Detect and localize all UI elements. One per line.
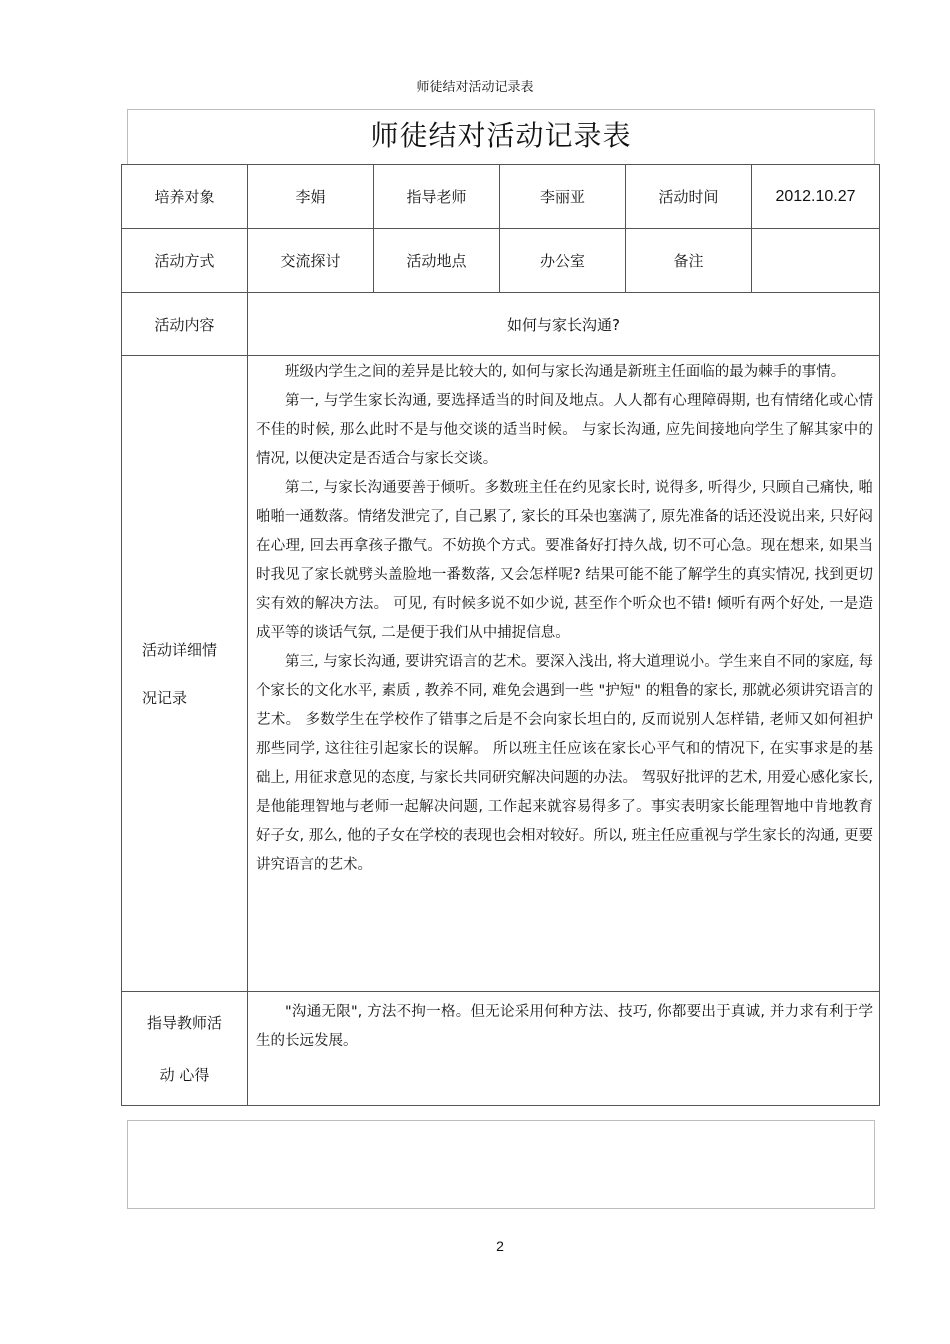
mentor-value: 李丽亚: [500, 165, 626, 229]
reflection-label: [122, 992, 248, 1106]
reflection-label-line1: 指导教师活: [146, 1013, 222, 1032]
remark-value: [752, 229, 880, 293]
detail-record-content: [248, 356, 880, 992]
table-row: [122, 992, 880, 1106]
activity-time-value: 2012.10.27: [752, 165, 880, 229]
activity-mode-label: 活动方式: [122, 229, 248, 293]
activity-time-label: 活动时间: [626, 165, 752, 229]
detail-record-label: [122, 356, 248, 992]
activity-content-label: 活动内容: [122, 293, 248, 356]
trainee-value: 李娟: [248, 165, 374, 229]
detail-label-line2: 况记录: [142, 688, 188, 707]
activity-content-value: 如何与家长沟通?: [248, 293, 880, 356]
blank-note-box: [127, 1120, 875, 1209]
detail-paragraph: 班级内学生之间的差异是比较大的, 如何与家长沟通是新班主任面临的最为棘手的事情。: [285, 364, 846, 380]
page-number: 2: [496, 1238, 504, 1254]
detail-paragraph: 第三, 与家长沟通, 要讲究语言的艺术。要深入浅出, 将大道理说小。学生来自不同的家庭, 每个家长的文化水平, 素质 , 教养不同, 难免会遇到一些 "护短" 的粗鲁的家长, 那就必须讲究语言的艺术。 多数学生在学校作了错事之后是不会向家长坦白的, 反而说别人怎样错, 老师又如何袒护那些同学, 这往往引起家长的误解。 所以班主任应该在家长心平气和的情况下, 在实事求是的基础上, 用征求意见的态度, 与家长共同研究解决问题的办法。 驾驭好批评的艺术, 用爱心感化家长, 是他能理智地与老师一起解决问题, 工作起来就容易得多了。事实表明家长能理智地中肯地教育好子女, 那么, 他的子女在学校的表现也会相对较好。所以, 班主任应重视与学生家长的沟通, 更要讲究语言的艺术。: [256, 654, 873, 873]
table-row: [122, 165, 880, 229]
table-row: [122, 229, 880, 293]
header-caption: 师徒结对活动记录表: [416, 80, 534, 95]
trainee-label: 培养对象: [122, 165, 248, 229]
detail-paragraph: 第一, 与学生家长沟通, 要选择适当的时间及地点。人人都有心理障碍期, 也有情绪化或心情不佳的时候, 那么此时不是与他交谈的适当时候。 与家长沟通, 应先间接地向学生了解其家中的情况, 以便决定是否适合与家长交谈。: [256, 393, 873, 467]
form-title: 师徒结对活动记录表: [127, 109, 875, 165]
activity-place-value: 办公室: [500, 229, 626, 293]
activity-place-label: 活动地点: [374, 229, 500, 293]
activity-mode-value: 交流探讨: [248, 229, 374, 293]
detail-label-line1: 活动详细情: [142, 640, 218, 659]
reflection-content: [248, 992, 880, 1106]
reflection-label-line2: 动 心得: [159, 1065, 210, 1084]
activity-record-table: [121, 164, 880, 1106]
table-row: [122, 356, 880, 992]
table-row: [122, 293, 880, 356]
detail-paragraph: 第二, 与家长沟通要善于倾听。多数班主任在约见家长时, 说得多, 听得少, 只顾自己痛快, 啪啪啪一通数落。情绪发泄完了, 自己累了, 家长的耳朵也塞满了, 原先准备的话还没说出来, 只好闷在心理, 回去再拿孩子撒气。不妨换个方式。要准备好打持久战, 切不可心急。现在想来, 如果当时我见了家长就劈头盖脸地一番数落, 又会怎样呢? 结果可能不能了解学生的真实情况, 找到更切实有效的解决方法。 可见, 有时候多说不如少说, 甚至作个听众也不错! 倾听有两个好处, 一是造成平等的谈话气氛, 二是便于我们从中捕捉信息。: [256, 480, 873, 641]
reflection-text: "沟通无限", 方法不拘一格。但无论采用何种方法、技巧, 你都要出于真诚, 并力求有利于学生的长远发展。: [256, 1004, 873, 1049]
mentor-label: 指导老师: [374, 165, 500, 229]
remark-label: 备注: [626, 229, 752, 293]
